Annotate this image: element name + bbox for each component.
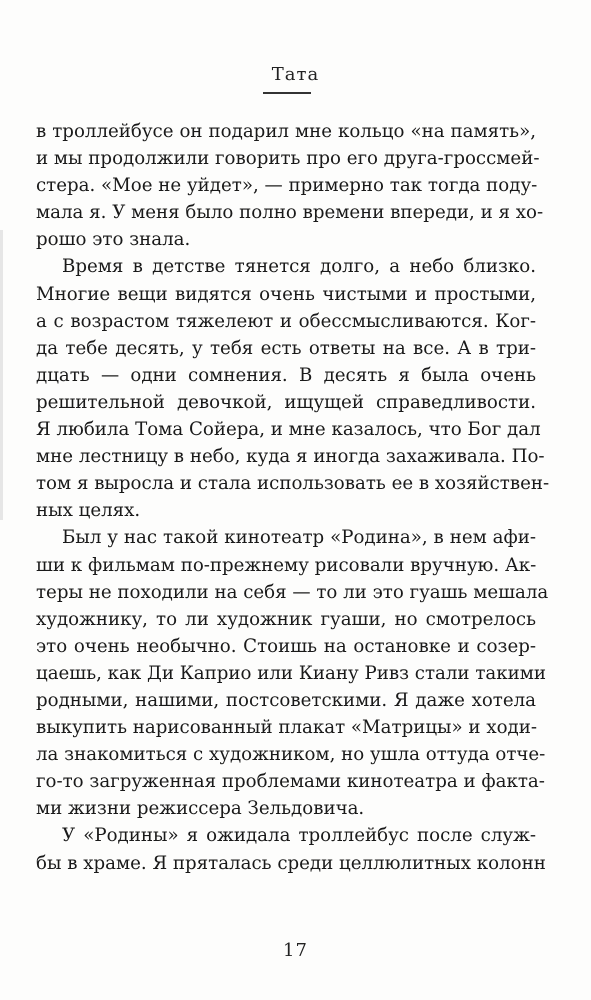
text-line: ных целях. <box>36 500 141 522</box>
body-text <box>36 118 550 877</box>
text-line: стера. «Мое не уйдет», — примерно так тогда поду- <box>36 175 538 197</box>
text-line: это очень необычно. Стоишь на остановке и созер- <box>36 635 536 657</box>
text-line: в троллейбусе он подарил мне кольцо «на память», <box>36 121 536 142</box>
text-line: го-то загруженная проблемами кинотеатра и факта- <box>36 771 545 793</box>
text-line: мала я. У меня было полно времени впереди, и я хо- <box>36 202 544 224</box>
running-head-rule <box>263 92 311 94</box>
text-line: теры не походили на себя — то ли это гуашь мешала <box>36 581 549 603</box>
text-line: Был у нас такой кинотеатр «Родина», в нем афи- <box>62 527 536 549</box>
text-line: Время в детстве тянется долго, а небо близко. <box>62 256 536 278</box>
text-line: художнику, то ли художник гуаши, но смотрелось <box>36 608 536 630</box>
text-line: рошо это знала. <box>36 229 191 251</box>
text-line: ла знакомиться с художником, но ушла оттуда отче- <box>36 744 546 766</box>
text-line: ми жизни режиссера Зельдовича. <box>36 798 365 820</box>
running-head-title: Тата <box>271 64 320 85</box>
text-line: выкупить нарисованный плакат «Матрицы» и ходи- <box>36 717 537 739</box>
text-line: дцать — одни сомнения. В десять я была очень <box>36 364 536 386</box>
text-line: а с возрастом тяжелеют и обессмысливаются. Ког- <box>36 310 536 332</box>
text-line: У «Родины» я ожидала троллейбус после служ- <box>62 825 536 847</box>
text-line: родными, нашими, постсоветскими. Я даже хотела <box>36 689 536 711</box>
text-line: Многие вещи видятся очень чистыми и простыми, <box>36 283 536 305</box>
text-line: решительной девочкой, ищущей справедливости. <box>36 391 536 413</box>
text-line: том я выросла и стала использовать ее в хозяйствен- <box>36 473 550 495</box>
text-line: ши к фильмам по-прежнему рисовали вручную. Ак- <box>36 554 537 576</box>
text-line: цаешь, как Ди Каприо или Киану Ривз стали такими <box>36 662 546 684</box>
page-number: 17 <box>283 940 308 961</box>
text-line: и мы продолжили говорить про его друга-гроссмей- <box>36 148 540 170</box>
page-edge-shadow <box>0 230 3 520</box>
text-line: мне лестницу в небо, куда я иногда захаживала. По- <box>36 446 545 468</box>
text-line: бы в храме. Я пряталась среди целлюлитных колонн <box>36 852 546 874</box>
text-line: Я любила Тома Сойера, и мне казалось, что Бог дал <box>36 419 541 441</box>
text-line: да тебе десять, у тебя есть ответы на все. А в три- <box>36 337 536 359</box>
